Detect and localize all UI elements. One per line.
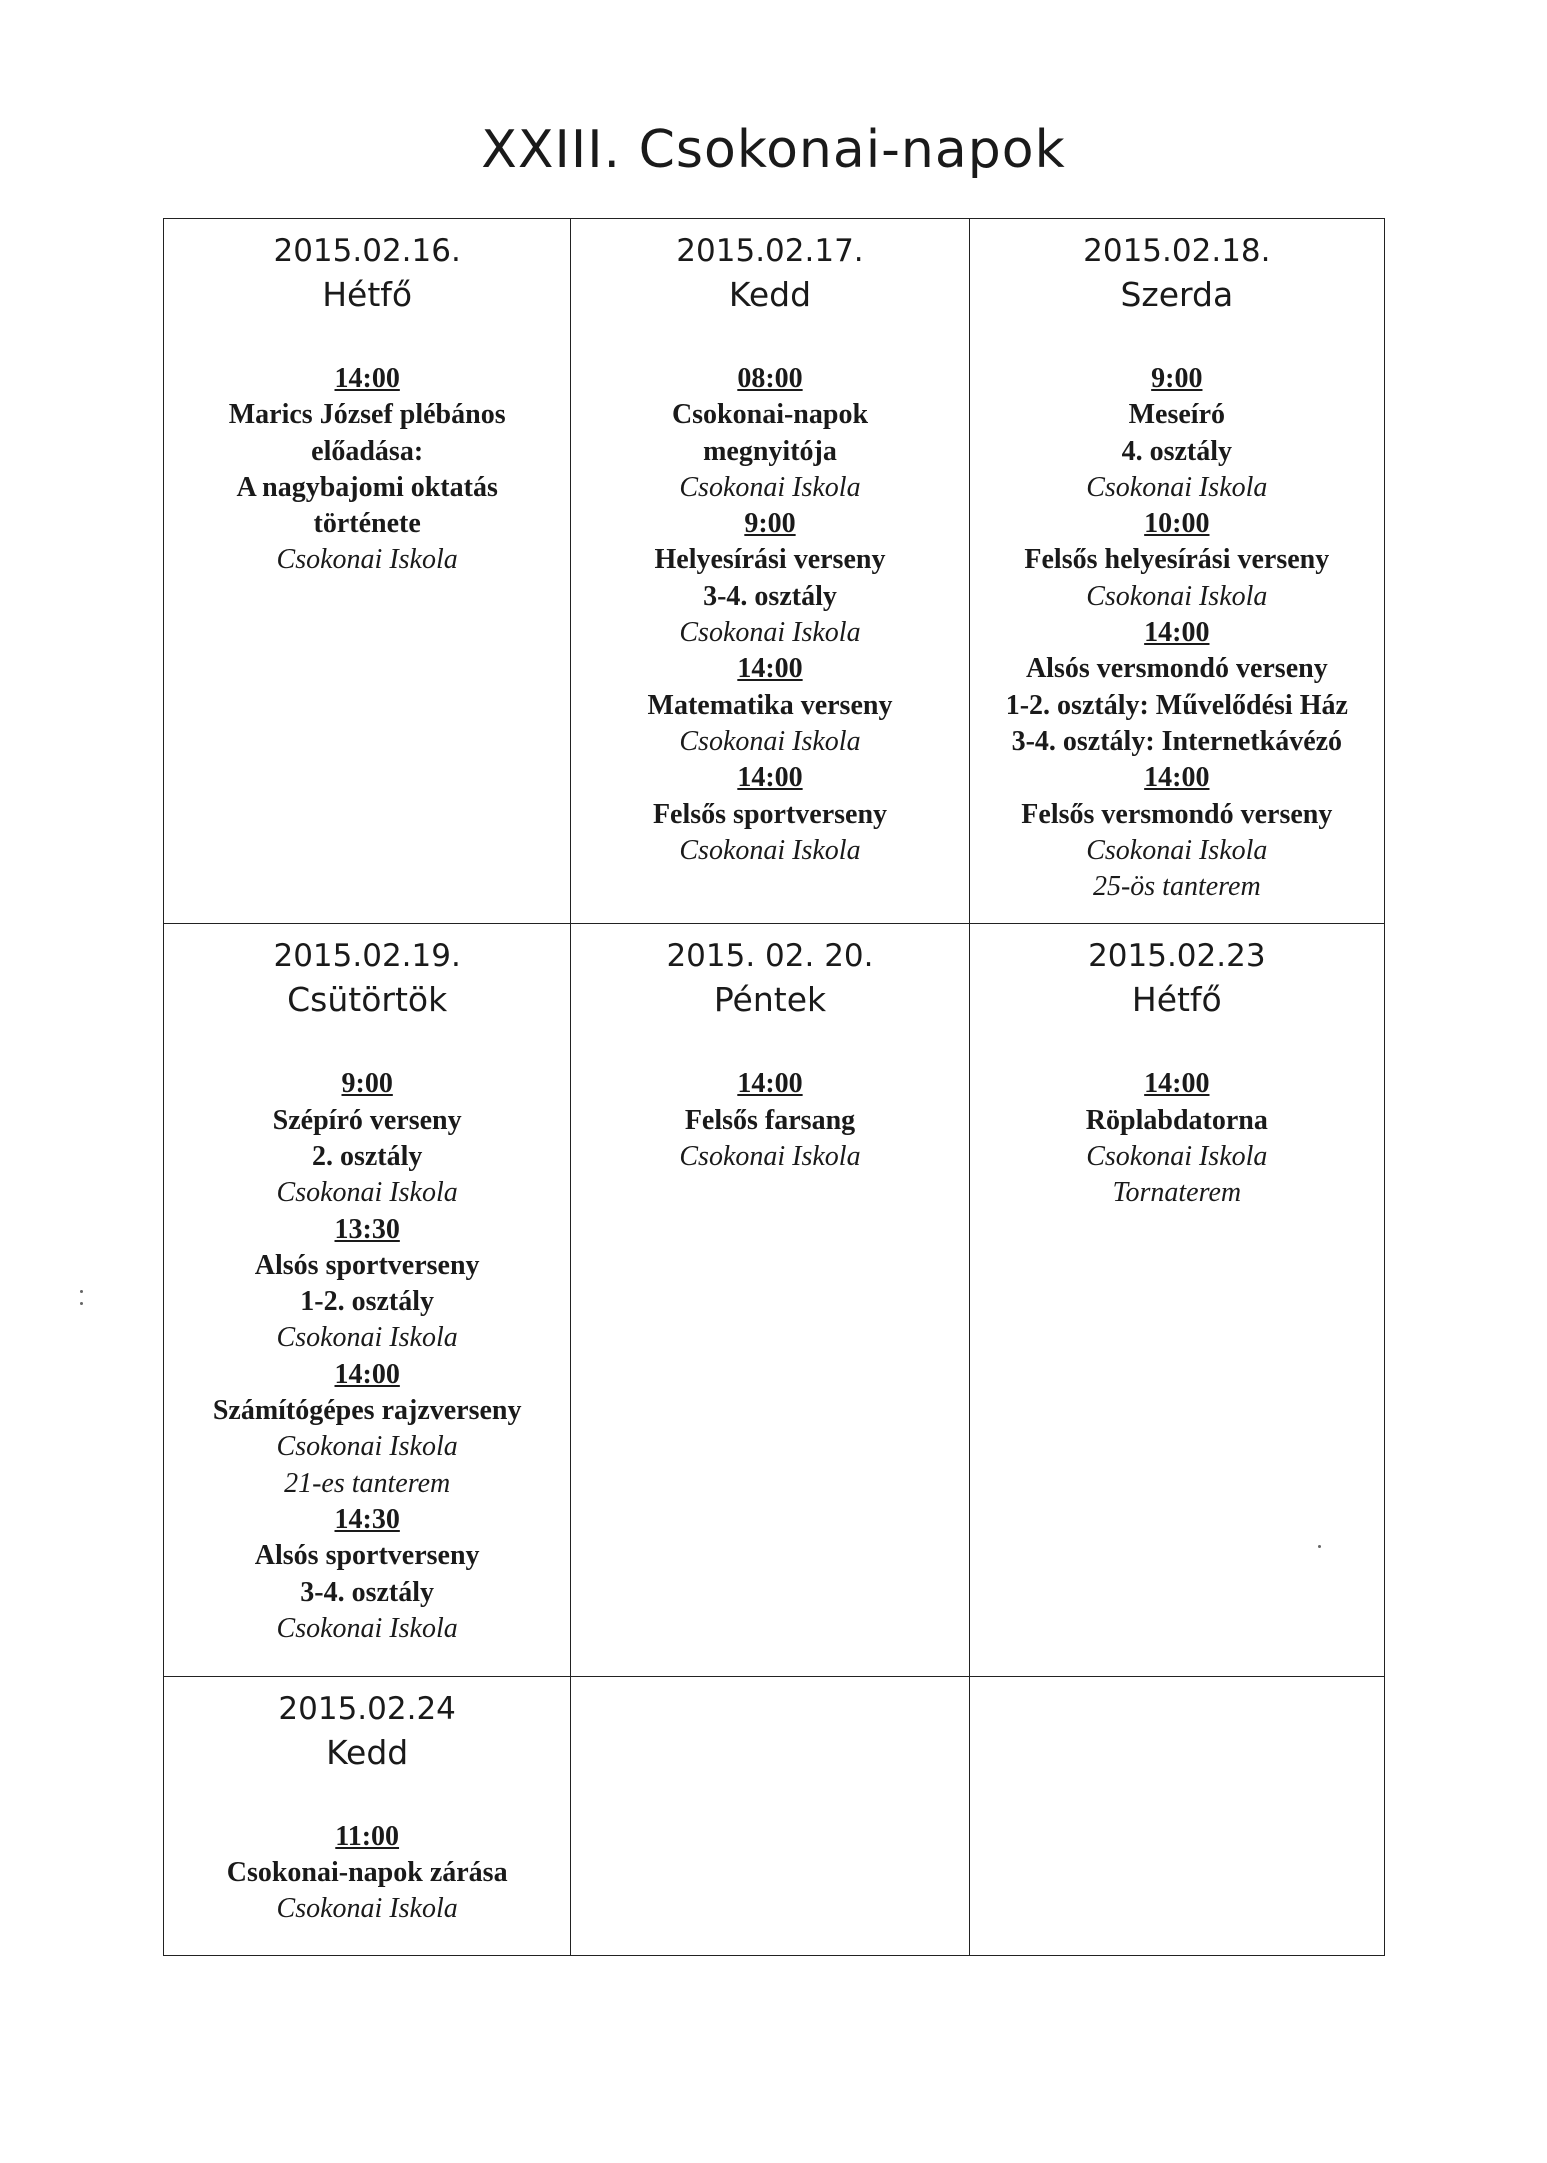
event-name: előadása: [311, 435, 424, 467]
event-time: 11:00 [335, 1820, 400, 1852]
event-name: 1-2. osztály [300, 1286, 435, 1318]
event-item [970, 1066, 1384, 1211]
event-name: 3-4. osztály: Internetkávézó [1011, 725, 1343, 757]
event-place: Csokonai Iskola [276, 1322, 458, 1354]
day-name: Kedd [728, 275, 812, 314]
empty-cell [571, 1676, 969, 1955]
event-name: A nagybajomi oktatás [236, 471, 498, 503]
event-time: 9:00 [1151, 363, 1203, 394]
event-place: Csokonai Iskola [679, 471, 861, 503]
event-name: Alsós sportverseny [254, 1249, 480, 1281]
event-name: Marics József plébános [228, 399, 506, 431]
event-time: 08:00 [737, 363, 803, 394]
event-item [571, 1066, 968, 1175]
event-list [970, 1066, 1384, 1211]
event-time: 14:00 [1144, 1068, 1210, 1100]
day-name: Péntek [713, 980, 827, 1020]
event-place: Csokonai Iskola [276, 544, 458, 576]
event-item [571, 651, 968, 760]
event-place: Csokonai Iskola [276, 1177, 458, 1209]
event-name: Röplabdatorna [1085, 1104, 1268, 1136]
event-time: 14:00 [1144, 617, 1210, 649]
event-name: Felsős versmondó verseny [1021, 798, 1333, 830]
event-time: 14:00 [334, 363, 400, 394]
event-name: Meseíró [1128, 399, 1226, 431]
scan-speck [80, 1302, 83, 1305]
day-date: 2015.02.18. [1083, 233, 1271, 269]
event-time: 9:00 [744, 508, 796, 540]
event-item [164, 1212, 570, 1357]
event-name: Számítógépes rajzverseny [212, 1395, 522, 1427]
event-item [970, 615, 1384, 760]
event-place: Csokonai Iskola [1086, 471, 1268, 503]
event-name: Alsós versmondó verseny [1025, 653, 1328, 685]
event-name: 4. osztály [1121, 435, 1233, 467]
event-time: 14:00 [737, 653, 803, 685]
event-item [970, 506, 1384, 615]
day-cell [969, 219, 1384, 924]
event-item [970, 760, 1384, 905]
event-place: Csokonai Iskola [276, 1431, 458, 1463]
event-name: 1-2. osztály: Művelődési Ház [1005, 689, 1348, 721]
event-time: 14:00 [334, 1358, 400, 1390]
event-list [571, 1066, 968, 1175]
event-name: Csokonai-napok [671, 399, 869, 431]
event-item [164, 1819, 570, 1928]
event-place: 25-ös tanterem [1092, 871, 1261, 903]
event-place: Csokonai Iskola [1086, 834, 1268, 866]
day-cell [164, 219, 571, 924]
event-place: Csokonai Iskola [276, 1893, 458, 1925]
event-place: Csokonai Iskola [1086, 580, 1268, 612]
event-time: 14:00 [1144, 762, 1210, 794]
event-item [164, 1357, 570, 1502]
event-name: Felsős farsang [684, 1104, 856, 1136]
event-item [164, 1066, 570, 1211]
event-name: Matematika verseny [647, 689, 893, 721]
day-cell [164, 1676, 571, 1955]
event-time: 13:30 [334, 1213, 400, 1245]
event-item [571, 760, 968, 869]
event-place: Tornaterem [1112, 1177, 1242, 1209]
event-item [970, 361, 1384, 506]
schedule-row [164, 219, 1385, 924]
day-name: Csütörtök [287, 980, 448, 1020]
schedule-row [164, 924, 1385, 1676]
event-name: Alsós sportverseny [254, 1540, 480, 1572]
event-name: megnyitója [703, 435, 837, 467]
event-name: Helyesírási verseny [654, 544, 886, 576]
event-name: 3-4. osztály [300, 1576, 435, 1608]
event-item [571, 361, 968, 506]
day-date: 2015.02.24 [278, 1690, 456, 1727]
event-name: története [313, 508, 421, 540]
event-place: Csokonai Iskola [679, 617, 861, 649]
day-date: 2015.02.17. [676, 233, 864, 269]
event-name: Felsős sportverseny [652, 798, 888, 830]
event-place: 21-es tanterem [284, 1467, 451, 1499]
schedule-row [164, 1676, 1385, 1955]
event-time: 9:00 [341, 1068, 393, 1100]
day-name: Kedd [326, 1732, 409, 1772]
event-item [164, 361, 570, 579]
event-list [164, 1819, 570, 1928]
day-date: 2015.02.19. [273, 938, 461, 975]
event-name: 2. osztály [311, 1140, 423, 1172]
day-cell [571, 219, 969, 924]
event-item [164, 1502, 570, 1647]
event-list [571, 361, 968, 869]
event-name: Csokonai-napok zárása [226, 1857, 508, 1889]
scan-speck [80, 1290, 83, 1293]
day-date: 2015.02.16. [273, 233, 461, 269]
event-list [164, 1066, 570, 1647]
empty-cell [969, 1676, 1384, 1955]
page-title: XXIII. Csokonai-napok [481, 120, 1066, 180]
event-place: Csokonai Iskola [679, 1140, 861, 1172]
event-place: Csokonai Iskola [679, 834, 861, 866]
event-time: 14:00 [737, 1068, 803, 1100]
event-place: Csokonai Iskola [679, 725, 861, 757]
day-date: 2015. 02. 20. [666, 938, 874, 975]
event-name: 3-4. osztály [703, 580, 837, 612]
event-time: 14:30 [334, 1503, 400, 1535]
event-list [164, 361, 570, 579]
event-name: Felsős helyesírási verseny [1024, 544, 1330, 576]
event-name: Szépíró verseny [272, 1104, 462, 1136]
event-item [571, 506, 968, 651]
event-time: 14:00 [737, 762, 803, 794]
day-cell [571, 924, 969, 1676]
day-cell [969, 924, 1384, 1676]
day-name: Hétfő [322, 275, 413, 314]
day-name: Szerda [1120, 275, 1234, 314]
day-name: Hétfő [1131, 980, 1222, 1020]
event-place: Csokonai Iskola [1086, 1140, 1268, 1172]
day-cell [164, 924, 571, 1676]
event-list [970, 361, 1384, 905]
event-time: 10:00 [1144, 508, 1210, 540]
day-date: 2015.02.23 [1088, 938, 1266, 975]
scan-speck [1318, 1545, 1321, 1548]
event-place: Csokonai Iskola [276, 1612, 458, 1644]
schedule-table [163, 218, 1385, 1956]
